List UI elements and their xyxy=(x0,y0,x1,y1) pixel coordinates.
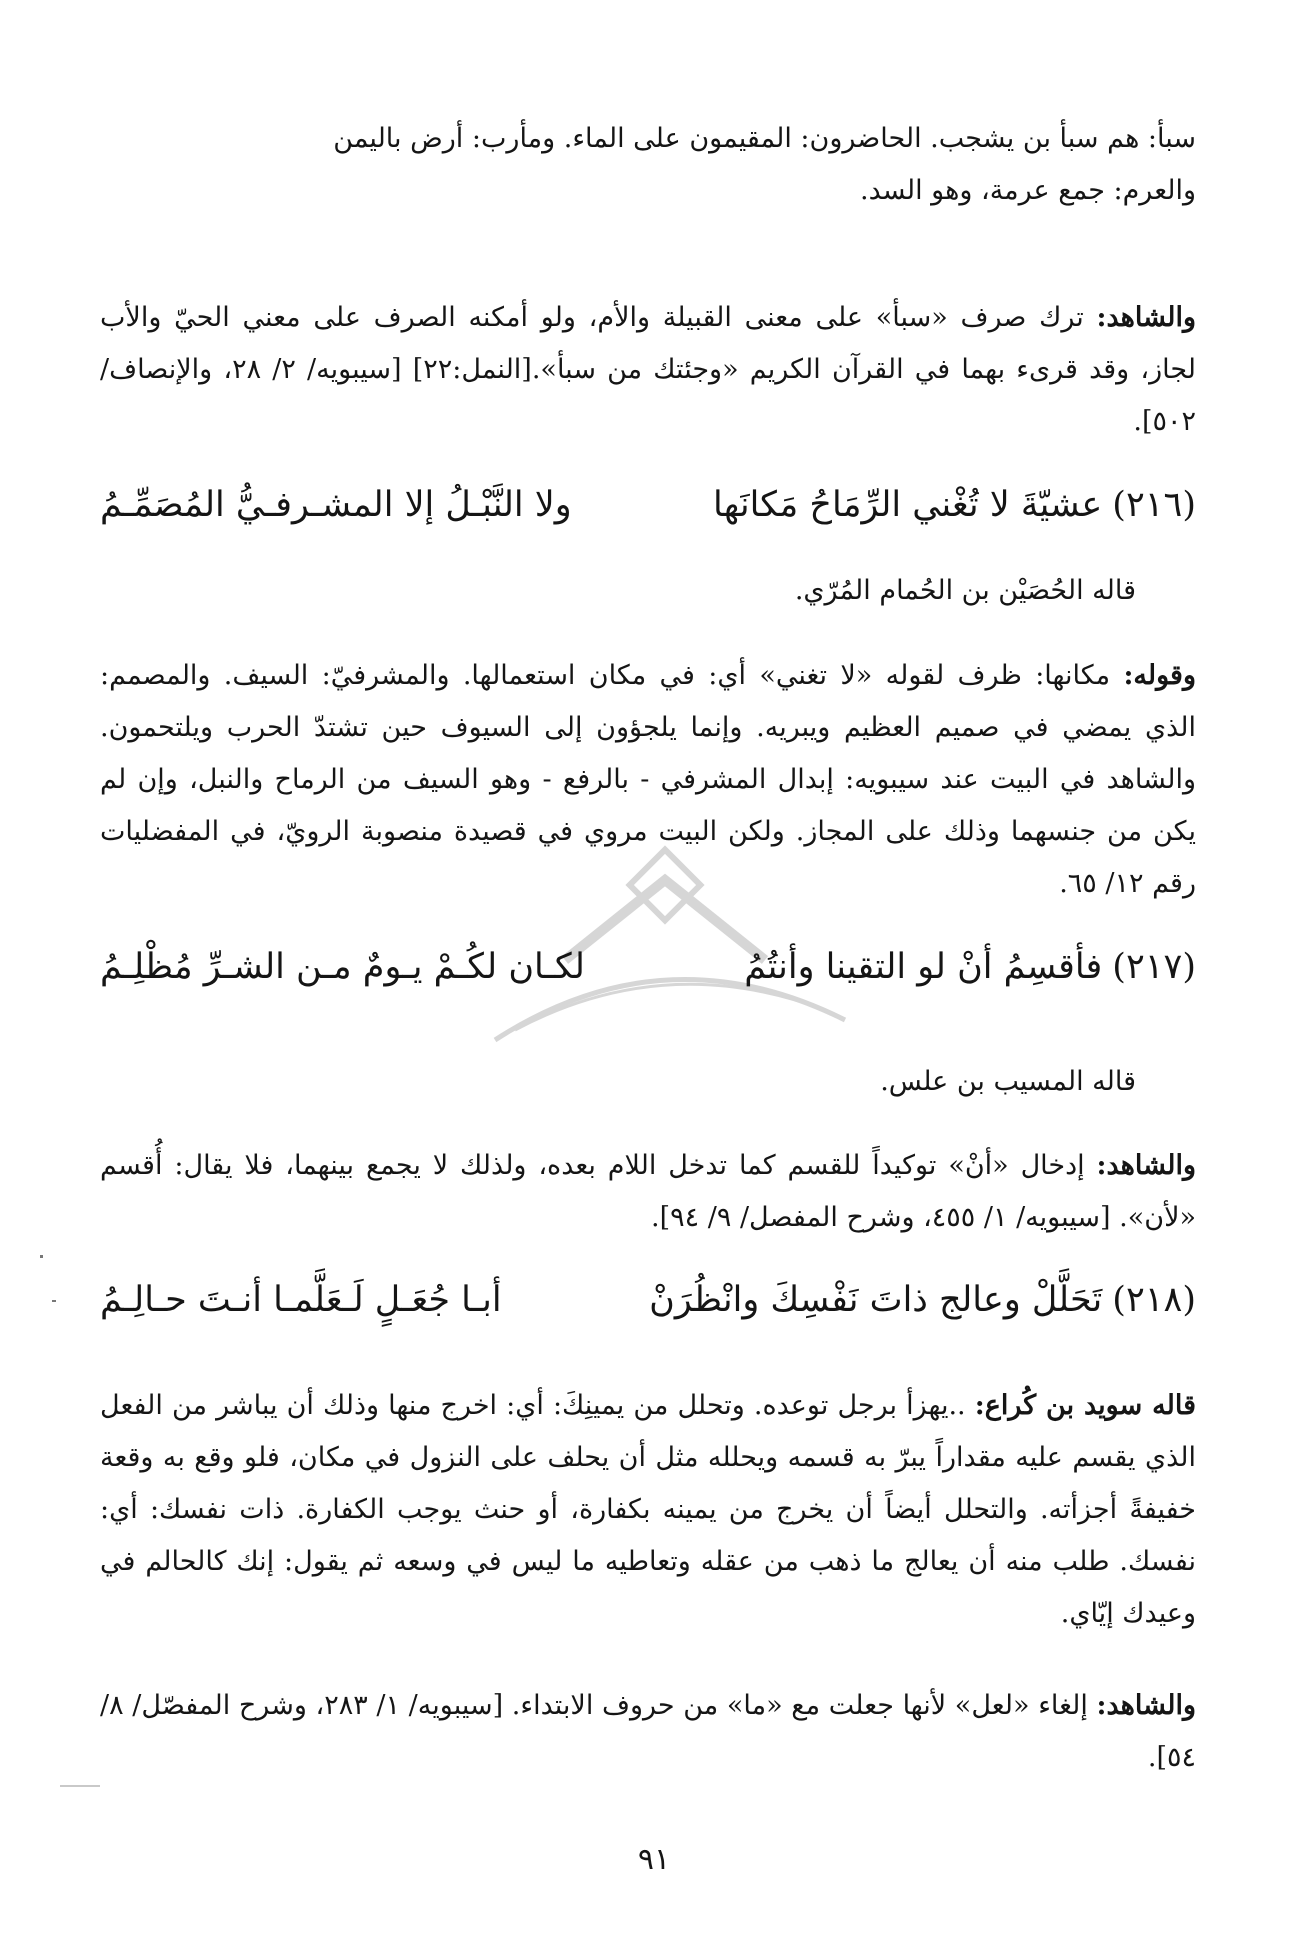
verse-218-second-hemistich: أبـا جُعَـلٍ لَـعَلَّمـا أنـتَ حـالِـمُ xyxy=(100,1280,502,1320)
paragraph-3-label: وقوله: xyxy=(1123,660,1196,691)
paragraph-6-body: إلغاء «لعل» لأنها جعلت مع «ما» من حروف الابتداء. [سيبويه/ ١/ ٢٨٣، وشرح المفصّل/ ٨/ ٥٤]. xyxy=(100,1690,1196,1773)
paragraph-3-body: مكانها: ظرف لقوله «لا تغني» أي: في مكان استعمالها. والمشرفيّ: السيف. والمصمم: الذي يمضي في صميم العظيم ويبريه. وإنما يلجؤون إلى السيوف حين تشتدّ الحرب ويلتحمون. والشاهد في البيت عند سيبويه: إبدال المشرفي - بالرفع - وهو السيف من الرماح والنبل، وإن لم يكن من جنسهما وذلك على المجاز. ولكن البيت مروي في قصيدة منصوبة الرويّ، في المفضليات رقم ١٢/ ٦٥. xyxy=(100,660,1196,899)
scan-speck xyxy=(40,1255,43,1258)
verse-217-number: (٢١٧) xyxy=(1112,947,1196,987)
verse-216 xyxy=(100,475,1196,535)
verse-218 xyxy=(100,1270,1196,1330)
paragraph-4 xyxy=(100,1140,1196,1244)
verse-218-first-hemistich: تَحَلَّلْ وعالج ذاتَ نَفْسِكَ وانْظُرَنْ xyxy=(649,1280,1103,1320)
paragraph-3 xyxy=(100,650,1196,910)
paragraph-2-label: والشاهد: xyxy=(1096,302,1196,333)
paragraph-5-body: ..يهزأ برجل توعده. وتحلل من يمينِكَ: أي: اخرج منها وذلك أن يباشر من الفعل الذي يقسم عليه مقداراً يبرّ به قسمه ويحلله مثل أن يحلف على النزول في مكان، فلو وقع به وقعة خفيفةً أجزأته. والتحلل أيضاً أن يخرج من يمينه بكفارة، أو حنث يوجب الكفارة. ذات نفسك: أي: نفسك. طلب منه أن يعالج ما ذهب من عقله وتعاطيه ما ليس في وسعه ثم يقول: إنك كالحالم في وعيدك إيّاي. xyxy=(100,1390,1196,1629)
verse-216-second-hemistich: ولا النَّبْـلُ إلا المشـرفـيُّ المُصَمِّـمُ xyxy=(100,485,572,525)
paragraph-1-line-1: سبأ: هم سبأ بن يشجب. الحاضرون: المقيمون على الماء. ومأرب: أرض باليمن xyxy=(333,123,1196,154)
paragraph-1-line-2: والعرم: جمع عرمة، وهو السد. xyxy=(860,175,1196,206)
paragraph-2 xyxy=(100,292,1196,448)
verse-217-attribution: قاله المسيب بن علس. xyxy=(880,1066,1136,1097)
verse-217-first-hemistich: فأقسِمُ أنْ لو التقينا وأنتُمُ xyxy=(744,947,1103,987)
paragraph-6-label: والشاهد: xyxy=(1096,1690,1196,1721)
paragraph-4-body: إدخال «أنْ» توكيداً للقسم كما تدخل اللام بعده، ولذلك لا يجمع بينهما، فلا يقال: أُقسم «لأن». [سيبويه/ ١/ ٤٥٥، وشرح المفصل/ ٩/ ٩٤]. xyxy=(100,1150,1196,1233)
paragraph-5 xyxy=(100,1380,1196,1640)
verse-216-number: (٢١٦) xyxy=(1112,485,1196,525)
verse-216-first-hemistich: عشيّةَ لا تُغْني الرِّمَاحُ مَكانَها xyxy=(713,485,1103,525)
verse-218-number: (٢١٨) xyxy=(1112,1280,1196,1320)
paragraph-6 xyxy=(100,1680,1196,1784)
paragraph-2-body: ترك صرف «سبأ» على معنى القبيلة والأم، ولو أمكنه الصرف على معني الحيّ والأب لجاز، وقد قرىء بهما في القرآن الكريم «وجئتك من سبأ».[النمل:٢٢] [سيبويه/ ٢/ ٢٨، والإنصاف/ ٥٠٢]. xyxy=(100,302,1197,437)
paragraph-1 xyxy=(100,113,1196,217)
verse-217 xyxy=(100,937,1196,997)
paragraph-4-label: والشاهد: xyxy=(1096,1150,1196,1181)
scan-speck xyxy=(52,1300,56,1302)
scan-speck xyxy=(60,1785,100,1787)
paragraph-5-label: قاله سويد بن كُراع: xyxy=(974,1390,1196,1421)
page-number: ٩١ xyxy=(637,1842,671,1877)
verse-216-attribution: قاله الحُصَيْن بن الحُمام المُرّي. xyxy=(794,575,1136,606)
verse-217-second-hemistich: لكـان لكُـمْ يـومٌ مـن الشـرِّ مُظْلِـمُ xyxy=(100,947,585,987)
